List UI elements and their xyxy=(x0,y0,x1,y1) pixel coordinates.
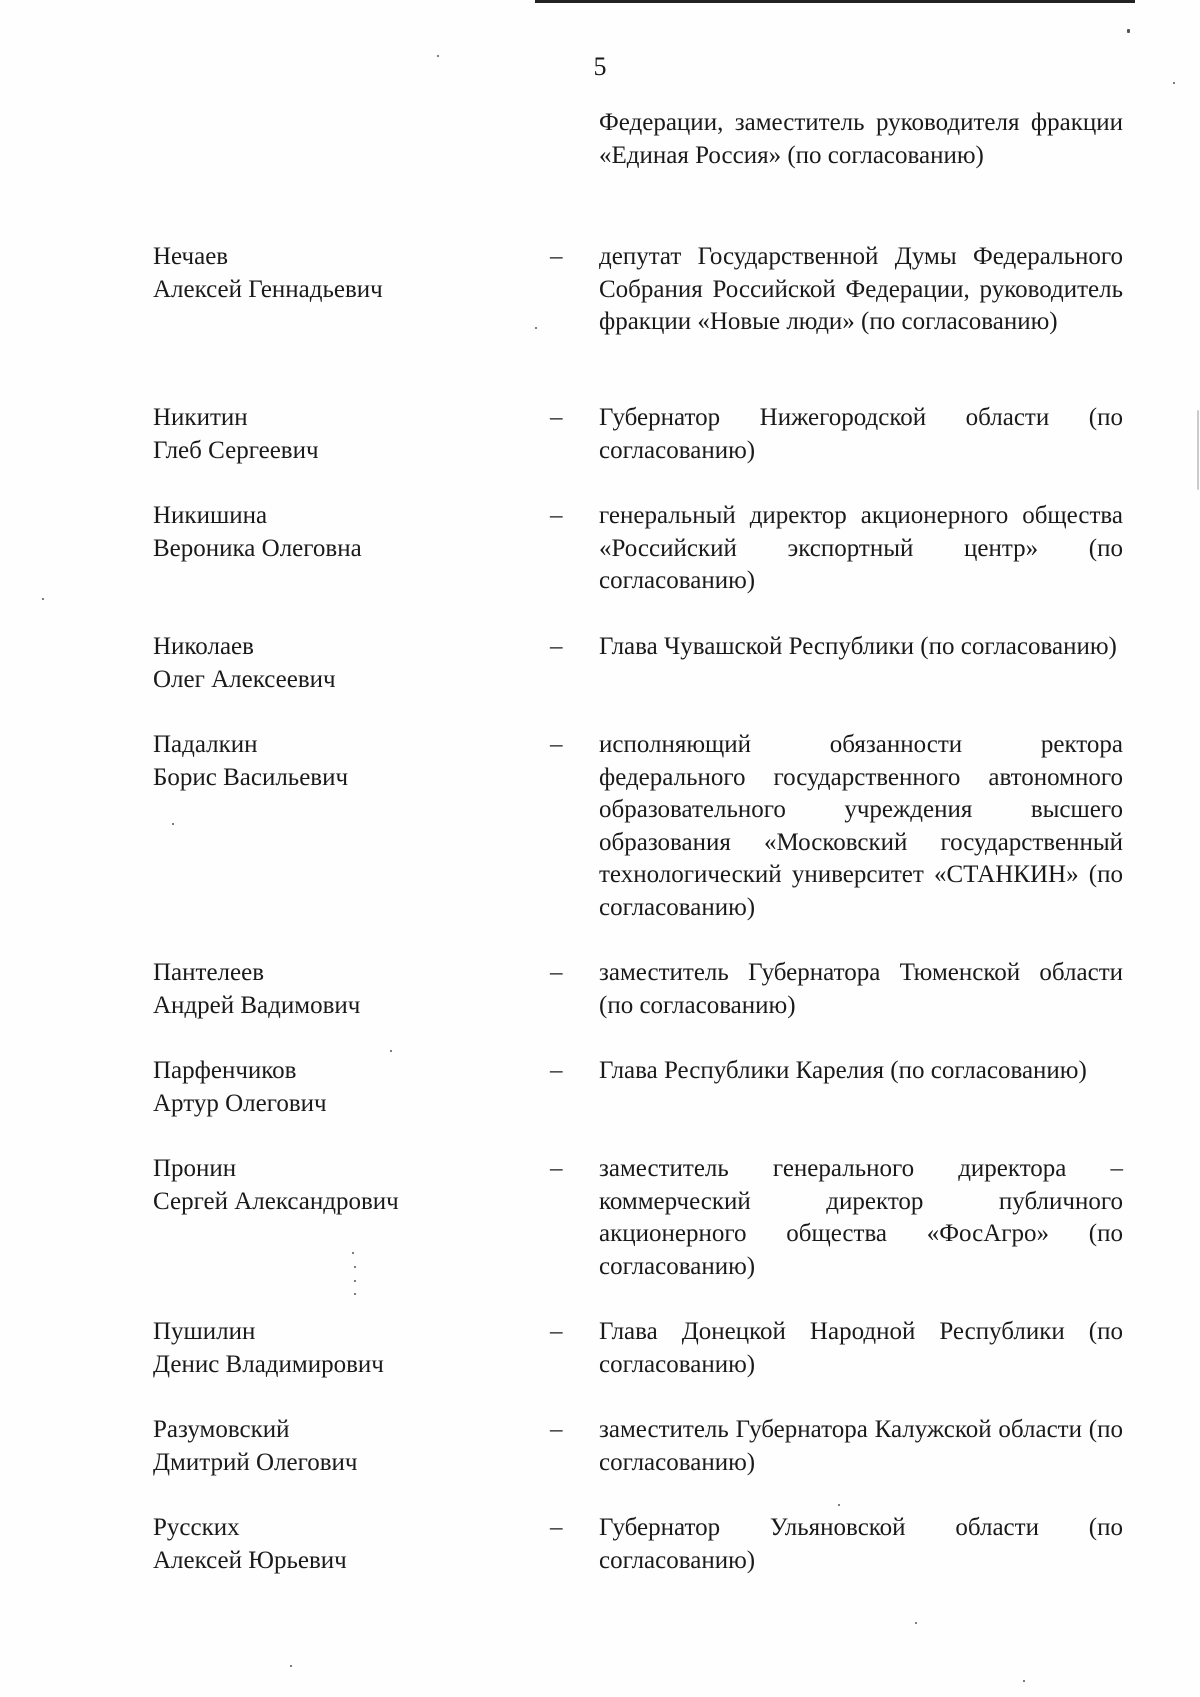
member-role: исполняющий обязанности ректора федерального государственного автономного образовательного учреждения высшего образования «Московский государственный технологический университет «СТАНКИН» (по согласованию) xyxy=(599,731,1123,921)
scan-speck xyxy=(352,1252,354,1254)
dash-separator: – xyxy=(550,633,563,660)
member-name xyxy=(153,1153,483,1218)
scan-speck xyxy=(290,1665,292,1667)
member-role: Глава Донецкой Народной Республики (по согласованию) xyxy=(599,1318,1123,1378)
member-surname: Пронин xyxy=(153,1155,237,1182)
scan-edge-mark xyxy=(1197,410,1199,490)
member-role: Губернатор Нижегородской области (по согласованию) xyxy=(599,404,1123,464)
member-given-name: Дмитрий Олегович xyxy=(153,1448,358,1476)
member-surname: Парфенчиков xyxy=(153,1057,297,1084)
scan-speck xyxy=(915,1622,917,1624)
member-given-name: Олег Алексеевич xyxy=(153,665,336,693)
scan-speck xyxy=(354,1280,356,1282)
member-surname: Падалкин xyxy=(153,731,258,758)
scan-speck xyxy=(172,823,174,825)
member-role: заместитель Губернатора Тюменской области (по согласованию) xyxy=(599,959,1123,1019)
dash-separator: – xyxy=(550,1057,563,1084)
member-given-name: Вероника Олеговна xyxy=(153,534,362,562)
member-name xyxy=(153,1512,483,1577)
dash-separator: – xyxy=(550,731,563,758)
member-given-name: Алексей Юрьевич xyxy=(153,1546,347,1574)
member-given-name: Артур Олегович xyxy=(153,1089,327,1117)
member-name xyxy=(153,1055,483,1120)
member-surname: Русских xyxy=(153,1514,240,1541)
member-role: генеральный директор акционерного общества «Российский экспортный центр» (по согласованию) xyxy=(599,502,1123,594)
member-given-name: Денис Владимирович xyxy=(153,1350,384,1378)
dash-separator: – xyxy=(550,1416,563,1443)
member-role: Глава Республики Карелия (по согласованию) xyxy=(599,1057,1087,1084)
member-given-name: Глеб Сергеевич xyxy=(153,436,319,464)
member-role: Глава Чувашской Республики (по согласованию) xyxy=(599,633,1117,660)
dash-separator: – xyxy=(550,502,563,529)
member-role: депутат Государственной Думы Федерального Собрания Российской Федерации, руководитель фракции «Новые люди» (по согласованию) xyxy=(599,243,1123,335)
member-name xyxy=(153,1316,483,1381)
scan-speck xyxy=(1173,82,1175,84)
dash-separator: – xyxy=(550,1514,563,1541)
member-name xyxy=(153,402,483,467)
member-given-name: Борис Васильевич xyxy=(153,763,349,791)
continued-role-text: Федерации, заместитель руководителя фракции «Единая Россия» (по согласованию) xyxy=(599,109,1123,169)
member-name xyxy=(153,1414,483,1479)
dash-separator: – xyxy=(550,959,563,986)
scan-speck xyxy=(42,598,44,600)
member-name xyxy=(153,500,483,565)
dash-separator: – xyxy=(550,404,563,431)
dash-separator: – xyxy=(550,1318,563,1345)
member-surname: Нечаев xyxy=(153,243,229,270)
scan-speck xyxy=(354,1266,356,1268)
dash-separator: – xyxy=(550,1155,563,1182)
member-given-name: Алексей Геннадьевич xyxy=(153,275,383,303)
member-name xyxy=(153,957,483,1022)
member-surname: Николаев xyxy=(153,633,254,660)
scan-speck xyxy=(838,1504,840,1506)
scan-speck xyxy=(535,327,537,329)
dash-separator: – xyxy=(550,243,563,270)
top-rule xyxy=(535,0,1135,3)
scan-speck xyxy=(1127,29,1130,33)
member-surname: Пушилин xyxy=(153,1318,256,1345)
member-name xyxy=(153,631,483,696)
member-name xyxy=(153,241,483,306)
page-number: 5 xyxy=(593,52,607,81)
member-role: заместитель генерального директора – коммерческий директор публичного акционерного общества «ФосАгро» (по согласованию) xyxy=(599,1155,1123,1280)
member-surname: Пантелеев xyxy=(153,959,265,986)
scan-speck xyxy=(437,55,439,57)
member-role: заместитель Губернатора Калужской области (по согласованию) xyxy=(599,1416,1123,1476)
member-role: Губернатор Ульяновской области (по согласованию) xyxy=(599,1514,1123,1574)
member-given-name: Сергей Александрович xyxy=(153,1187,399,1215)
member-given-name: Андрей Вадимович xyxy=(153,991,361,1019)
member-name xyxy=(153,729,483,794)
member-surname: Никитин xyxy=(153,404,248,431)
member-surname: Разумовский xyxy=(153,1416,290,1443)
scan-speck xyxy=(390,1050,392,1052)
member-surname: Никишина xyxy=(153,502,268,529)
scan-speck xyxy=(1023,1680,1025,1682)
scan-speck xyxy=(354,1293,356,1295)
